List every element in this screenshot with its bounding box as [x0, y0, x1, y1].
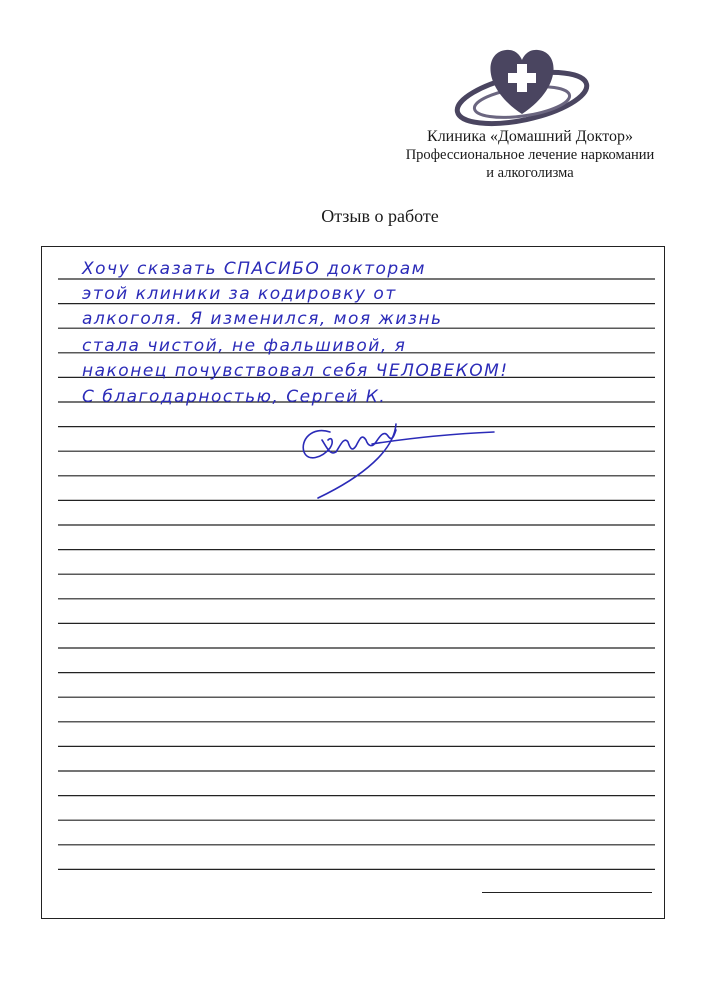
clinic-subtitle-line-2: и алкоголизма — [486, 165, 574, 181]
clinic-subtitle-line-1: Профессиональное лечение наркомании — [405, 147, 655, 163]
signature-line — [482, 892, 652, 893]
review-line: Хочу сказать СПАСИБО докторам — [82, 259, 426, 279]
review-line: алкоголя. Я изменился, моя жизнь — [82, 309, 443, 329]
form-title: Отзыв о работе — [321, 206, 439, 226]
signature-icon — [303, 424, 494, 498]
handwritten-review — [81, 259, 509, 407]
clinic-name: Клиника «Домашний Доктор» — [427, 128, 633, 145]
review-line: этой клиники за кодировку от — [82, 284, 397, 304]
review-line: стала чистой, не фальшивой, я — [82, 336, 407, 356]
review-line: С благодарностью, Сергей К. — [82, 387, 387, 407]
review-line: наконец почувствовал себя ЧЕЛОВЕКОМ! — [82, 361, 509, 381]
